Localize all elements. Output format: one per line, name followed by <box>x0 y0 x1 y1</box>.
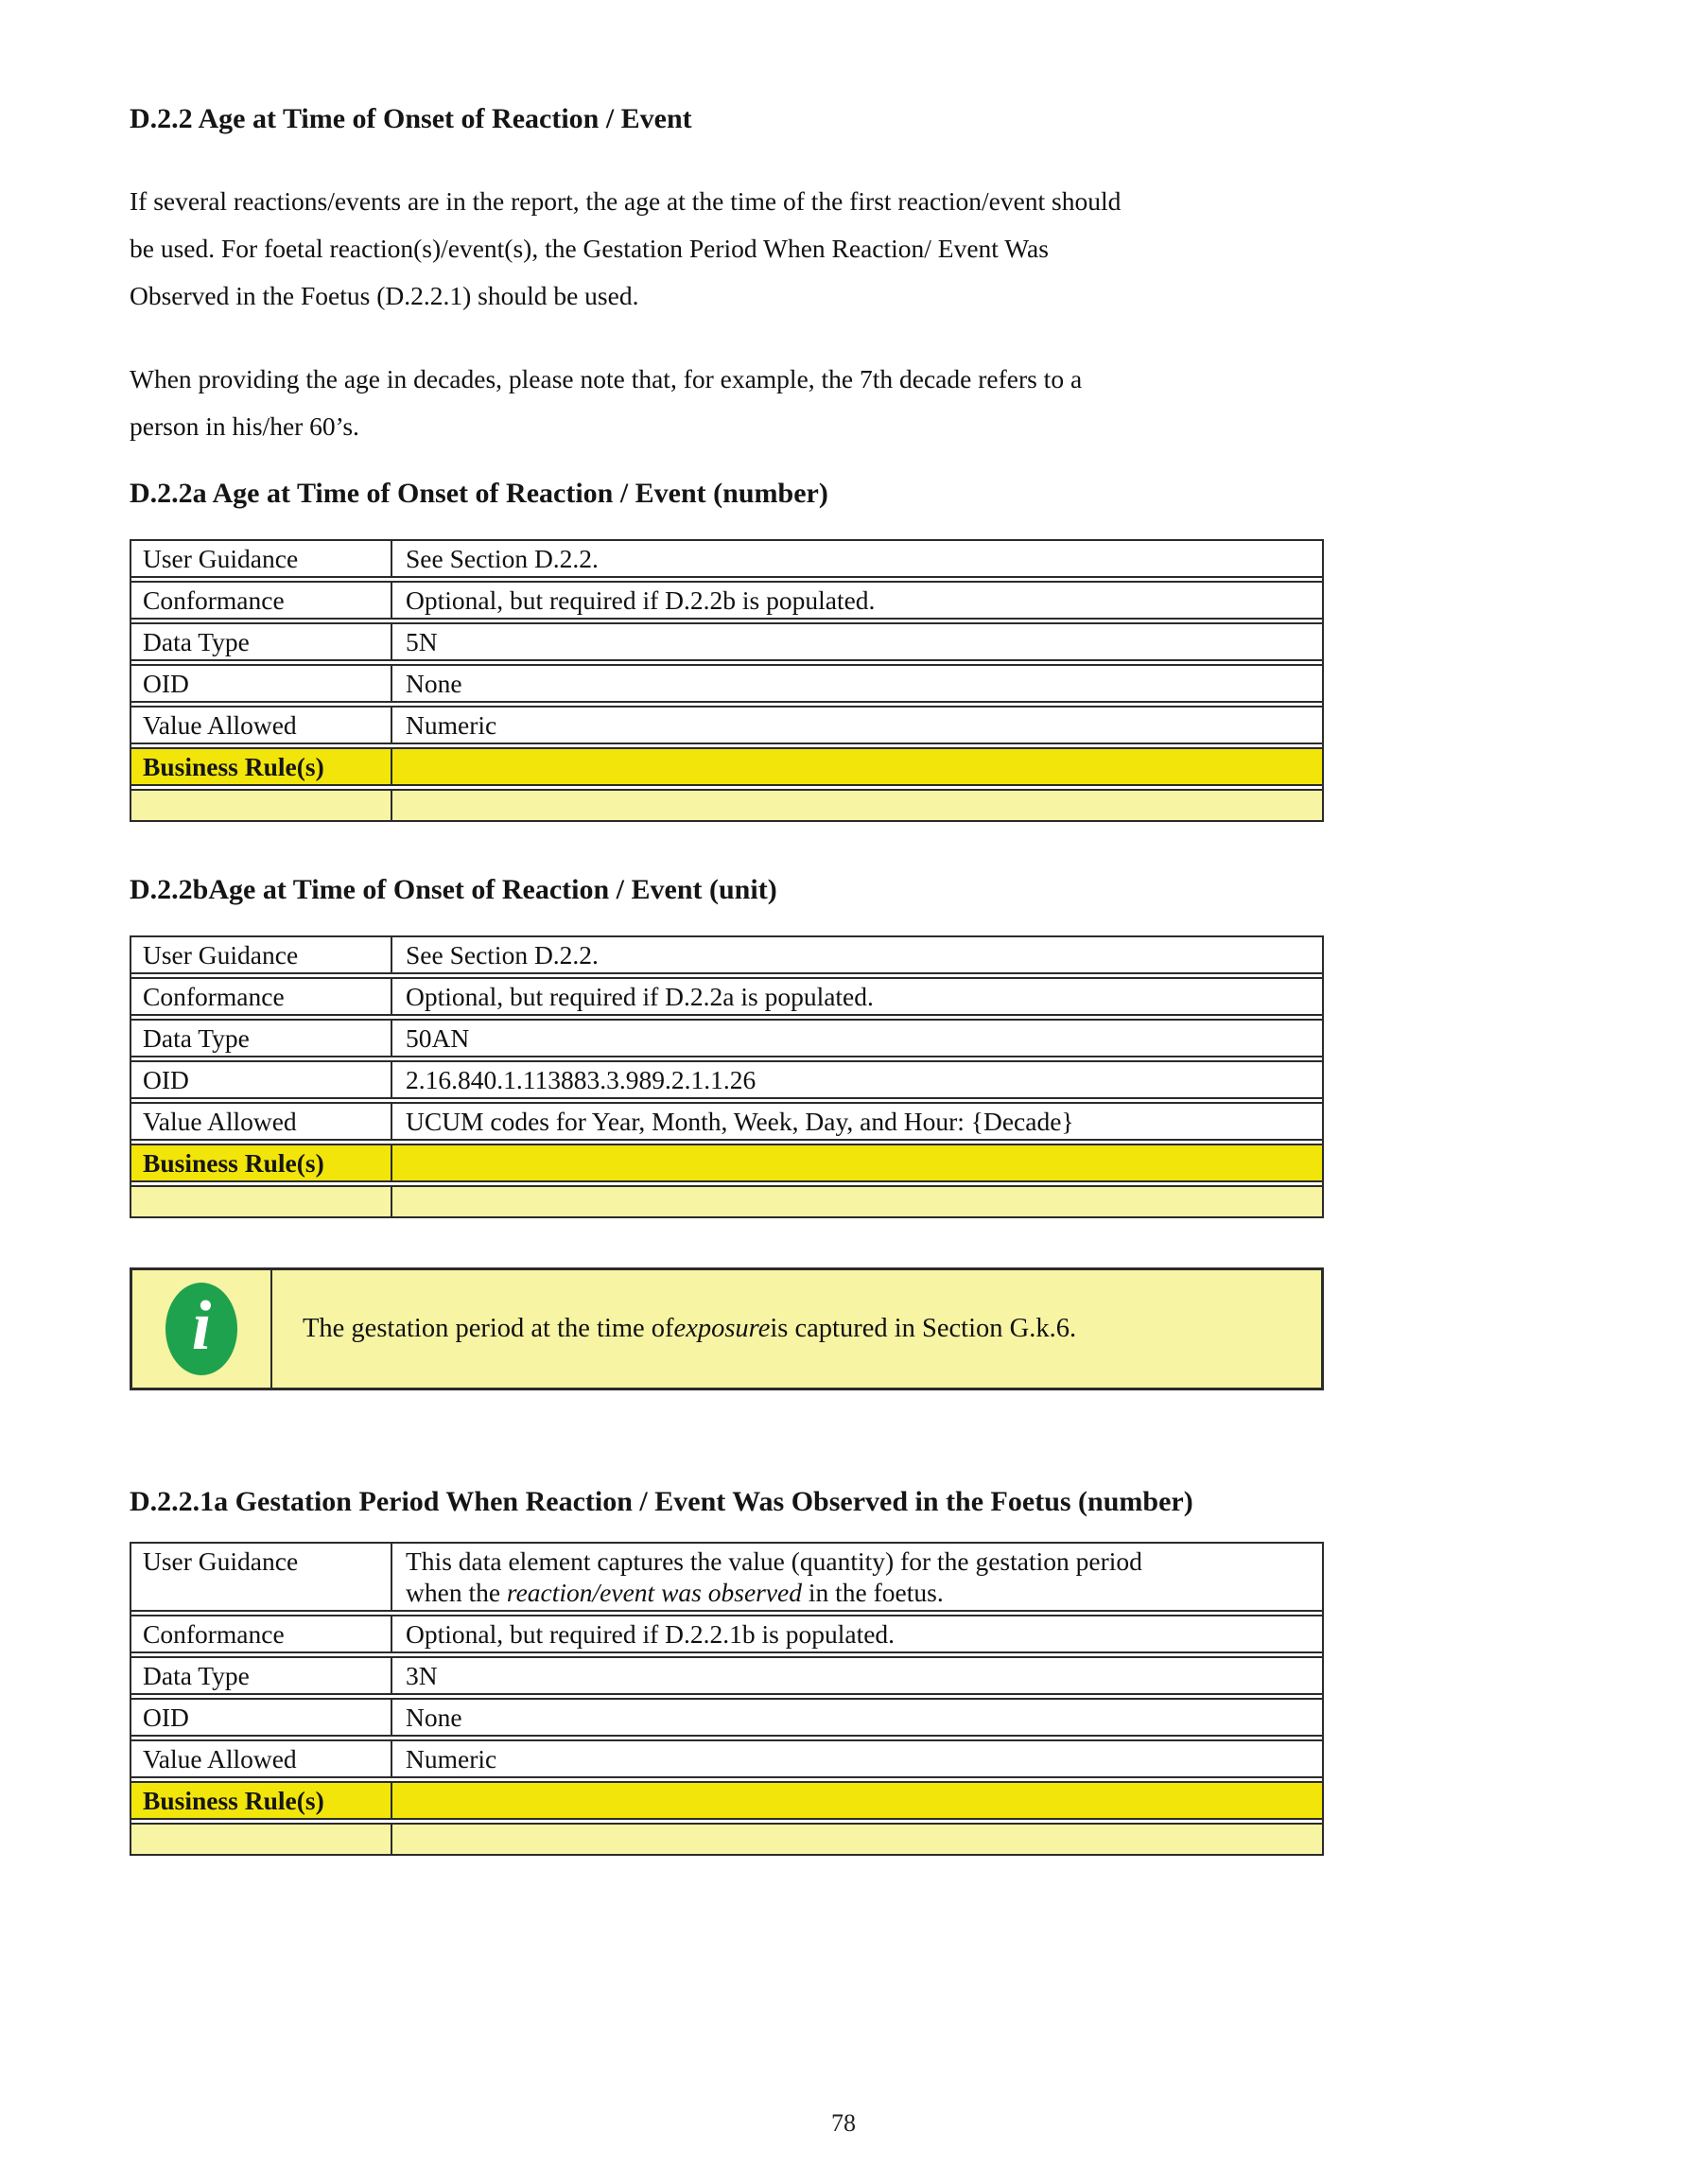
table-row <box>131 1102 1322 1141</box>
table-row <box>131 1656 1322 1695</box>
table-row <box>131 541 1322 578</box>
table-row <box>131 937 1322 974</box>
table-row <box>131 1615 1322 1653</box>
row-value: None <box>406 1703 462 1732</box>
table-row <box>131 977 1322 1016</box>
row-value: 3N <box>406 1661 438 1690</box>
table-row <box>131 1019 1322 1057</box>
section-heading-d22b: D.2.2bAge at Time of Onset of Reaction / Event (unit) <box>130 874 777 905</box>
row-label: User Guidance <box>131 937 392 972</box>
row-label: Value Allowed <box>131 1741 392 1776</box>
row-label: OID <box>131 1700 392 1735</box>
paragraph-line: If several reactions/events are in the report, the age at the time of the first reaction/event should <box>130 186 1122 216</box>
row-label: Conformance <box>131 979 392 1014</box>
paragraph-line: Observed in the Foetus (D.2.2.1) should be used. <box>130 281 639 310</box>
row-value: None <box>406 669 462 698</box>
data-element-table-d22b <box>130 935 1324 1218</box>
table-row <box>131 581 1322 620</box>
user-guidance-row <box>131 1544 1322 1612</box>
row-label: Business Rule(s) <box>131 1145 392 1180</box>
row-label <box>131 1187 392 1216</box>
row-value: 50AN <box>406 1023 470 1053</box>
business-rules-row <box>131 1781 1322 1820</box>
row-value <box>392 1145 1322 1180</box>
row-label: OID <box>131 666 392 701</box>
row-value: Optional, but required if D.2.2a is populated. <box>406 982 874 1011</box>
row-label <box>131 1825 392 1854</box>
section-heading-d22a: D.2.2a Age at Time of Onset of Reaction / Event (number) <box>130 478 828 509</box>
row-label: Value Allowed <box>131 708 392 743</box>
row-label: Conformance <box>131 1616 392 1651</box>
table-row <box>131 706 1322 744</box>
section-heading-d221a: D.2.2.1a Gestation Period When Reaction / Event Was Observed in the Foetus (number) <box>130 1486 1193 1517</box>
page-number: 78 <box>831 2109 856 2137</box>
table-row <box>131 1698 1322 1737</box>
row-label: User Guidance <box>131 1544 392 1610</box>
row-value <box>392 1825 1322 1854</box>
info-note-prefix: The gestation period at the time of <box>303 1314 674 1343</box>
row-value: Numeric <box>406 1744 497 1773</box>
info-note-suffix: is captured in Section G.k.6. <box>770 1314 1077 1343</box>
paragraph-d22-intro <box>130 178 1324 320</box>
row-value: 2.16.840.1.113883.3.989.2.1.1.26 <box>406 1065 757 1094</box>
business-rules-row <box>131 1144 1322 1182</box>
paragraph-line: person in his/her 60’s. <box>130 411 359 441</box>
table-row <box>131 622 1322 661</box>
paragraph-line: be used. For foetal reaction(s)/event(s), the Gestation Period When Reaction/ Event Was <box>130 234 1049 263</box>
section-heading-d22: D.2.2 Age at Time of Onset of Reaction / Event <box>130 103 692 134</box>
paragraph-decades-note <box>130 356 1324 450</box>
ug-line2-italic: reaction/event was observed <box>506 1578 803 1607</box>
row-label: Business Rule(s) <box>131 1783 392 1818</box>
row-value <box>392 1544 1322 1610</box>
row-value: Optional, but required if D.2.2.1b is populated. <box>406 1619 896 1649</box>
row-label: Value Allowed <box>131 1104 392 1139</box>
ug-line2-prefix: when the <box>406 1578 507 1607</box>
row-value <box>392 1783 1322 1818</box>
row-label: Data Type <box>131 1658 392 1693</box>
data-element-table-d221a <box>130 1542 1324 1856</box>
row-value: See Section D.2.2. <box>406 544 599 573</box>
data-element-table-d22a <box>130 539 1324 822</box>
info-note-text <box>272 1270 1321 1388</box>
empty-row <box>131 1185 1322 1216</box>
table-row <box>131 1060 1322 1099</box>
row-label: Conformance <box>131 583 392 618</box>
row-value: UCUM codes for Year, Month, Week, Day, and Hour: {Decade} <box>406 1107 1074 1136</box>
row-label: OID <box>131 1062 392 1097</box>
row-value: See Section D.2.2. <box>406 940 599 970</box>
info-note-italic: exposure <box>673 1314 771 1343</box>
business-rules-row <box>131 747 1322 786</box>
row-value: 5N <box>406 627 438 656</box>
info-note-box <box>130 1267 1324 1390</box>
info-icon: i <box>165 1283 237 1375</box>
paragraph-line: When providing the age in decades, please note that, for example, the 7th decade refers to a <box>130 364 1083 393</box>
empty-row <box>131 789 1322 820</box>
table-row <box>131 664 1322 703</box>
row-label: Data Type <box>131 624 392 659</box>
row-value <box>392 749 1322 784</box>
table-row <box>131 1739 1322 1778</box>
row-value <box>392 791 1322 820</box>
ug-line1: This data element captures the value (quantity) for the gestation period <box>406 1546 1142 1576</box>
row-label: User Guidance <box>131 541 392 576</box>
row-value: Numeric <box>406 710 497 740</box>
row-label: Data Type <box>131 1021 392 1056</box>
row-label: Business Rule(s) <box>131 749 392 784</box>
ug-line2-suffix: in the foetus. <box>802 1578 944 1607</box>
row-label <box>131 791 392 820</box>
row-value: Optional, but required if D.2.2b is populated. <box>406 585 876 615</box>
empty-row <box>131 1823 1322 1854</box>
info-icon-cell <box>132 1270 272 1388</box>
row-value <box>392 1187 1322 1216</box>
